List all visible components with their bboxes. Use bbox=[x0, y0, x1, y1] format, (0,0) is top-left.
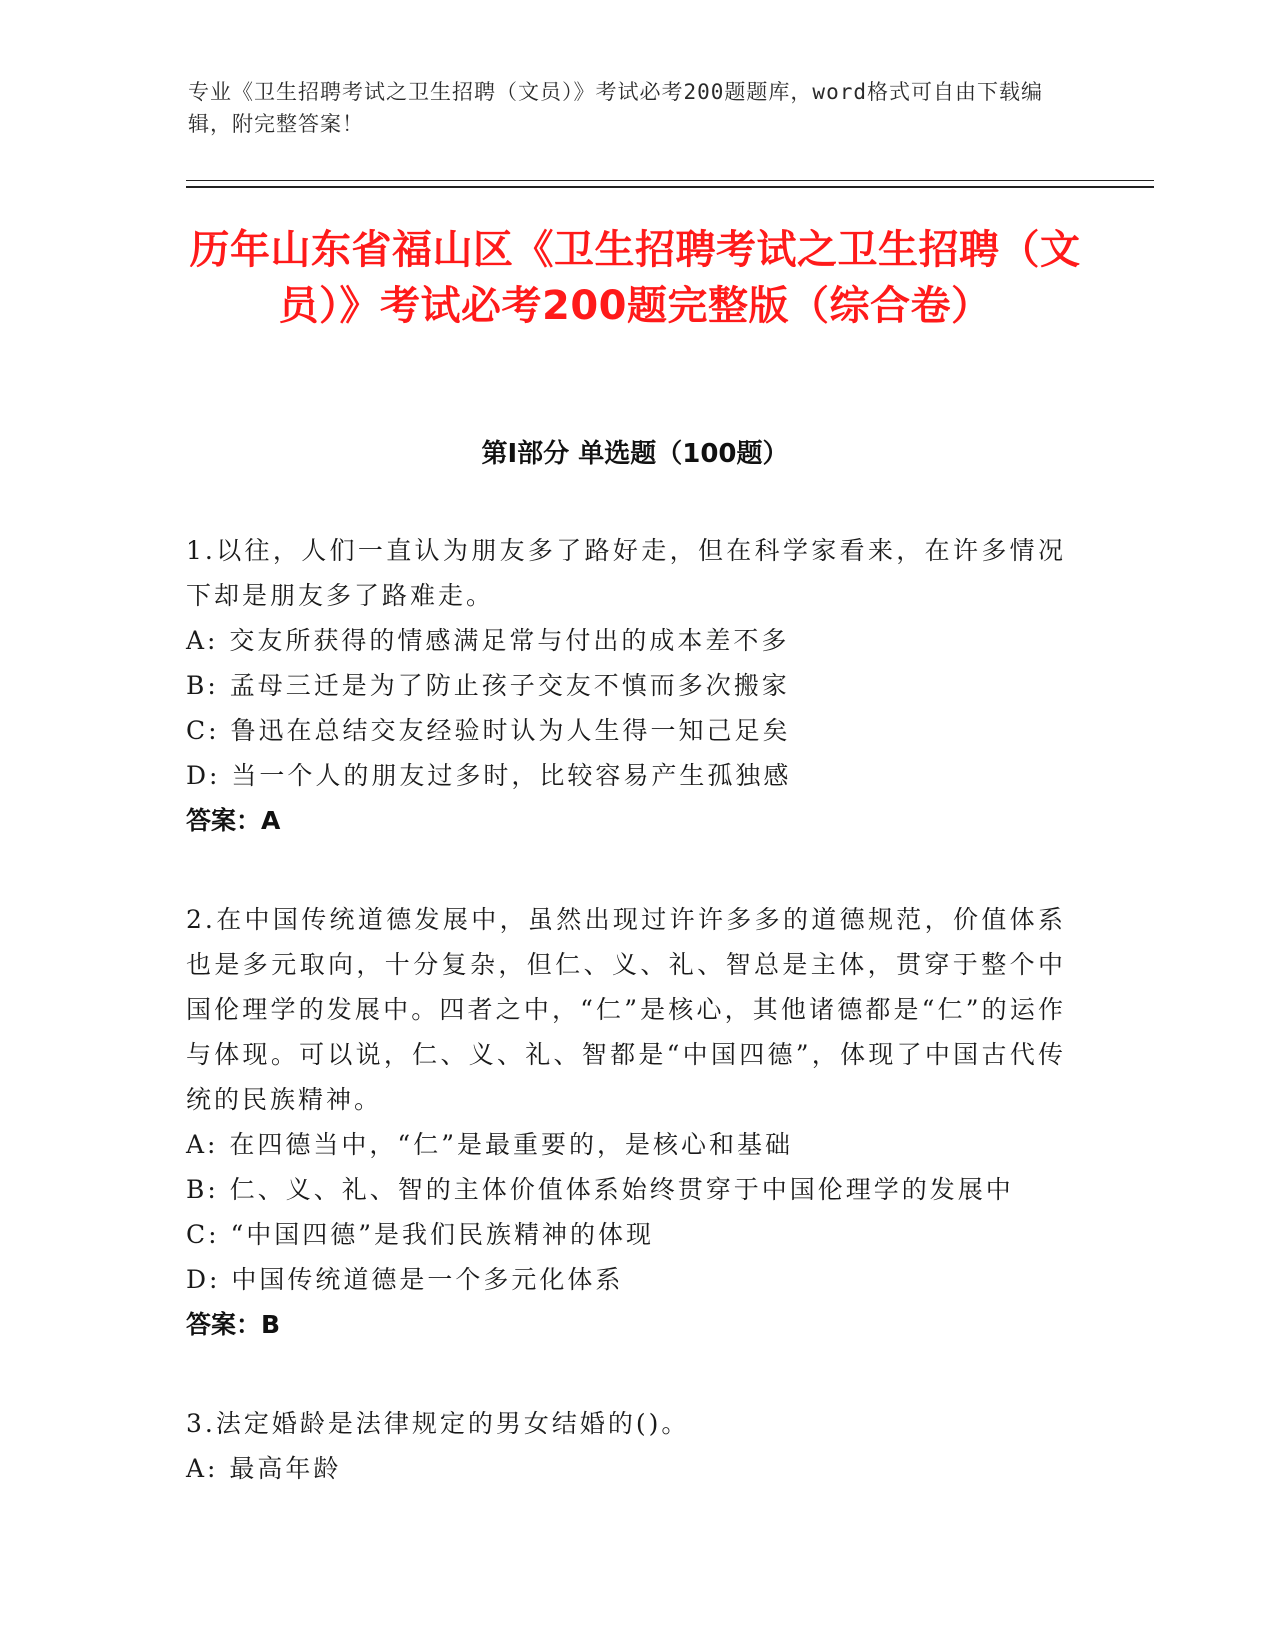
answer-label: 答案：A bbox=[186, 806, 281, 835]
section-heading: 第I部分 单选题（100题） bbox=[481, 439, 789, 469]
question-3 bbox=[186, 1401, 1066, 1491]
option-a: A: 在四德当中，“仁”是最重要的，是核心和基础 bbox=[186, 1130, 793, 1159]
option-c: C: 鲁迅在总结交友经验时认为人生得一知己足矣 bbox=[186, 716, 791, 745]
answer-label: 答案：B bbox=[186, 1310, 281, 1339]
question-stem: 1.以往，人们一直认为朋友多了路好走，但在科学家看来，在许多情况下却是朋友多了路难走。 bbox=[186, 536, 1066, 610]
question-list bbox=[186, 528, 1066, 1545]
header-note: 专业《卫生招聘考试之卫生招聘（文员）》考试必考200题题库，word格式可自由下载编辑，附完整答案！ bbox=[188, 80, 1043, 136]
header-rule-top bbox=[186, 180, 1154, 181]
option-a: A: 最高年龄 bbox=[186, 1454, 342, 1483]
header-rule-bottom bbox=[186, 186, 1154, 188]
option-c: C: “中国四德”是我们民族精神的体现 bbox=[186, 1220, 655, 1249]
option-d: D: 中国传统道德是一个多元化体系 bbox=[186, 1265, 624, 1294]
document-title: 历年山东省福山区《卫生招聘考试之卫生招聘（文员）》考试必考200题完整版（综合卷） bbox=[189, 227, 1081, 329]
question-stem: 3.法定婚龄是法律规定的男女结婚的()。 bbox=[186, 1409, 690, 1438]
question-stem: 2.在中国传统道德发展中，虽然出现过许许多多的道德规范，价值体系也是多元取向，十分复杂，但仁、义、礼、智总是主体，贯穿于整个中国伦理学的发展中。四者之中，“仁”是核心，其他诸德都是“仁”的运作与体现。可以说，仁、义、礼、智都是“中国四德”，体现了中国古代传统的民族精神。 bbox=[186, 905, 1066, 1114]
option-b: B: 仁、义、礼、智的主体价值体系始终贯穿于中国伦理学的发展中 bbox=[186, 1175, 1014, 1204]
question-2 bbox=[186, 897, 1066, 1347]
option-a: A: 交友所获得的情感满足常与付出的成本差不多 bbox=[186, 626, 790, 655]
option-b: B: 孟母三迁是为了防止孩子交友不慎而多次搬家 bbox=[186, 671, 790, 700]
question-1 bbox=[186, 528, 1066, 843]
option-d: D: 当一个人的朋友过多时，比较容易产生孤独感 bbox=[186, 761, 792, 790]
